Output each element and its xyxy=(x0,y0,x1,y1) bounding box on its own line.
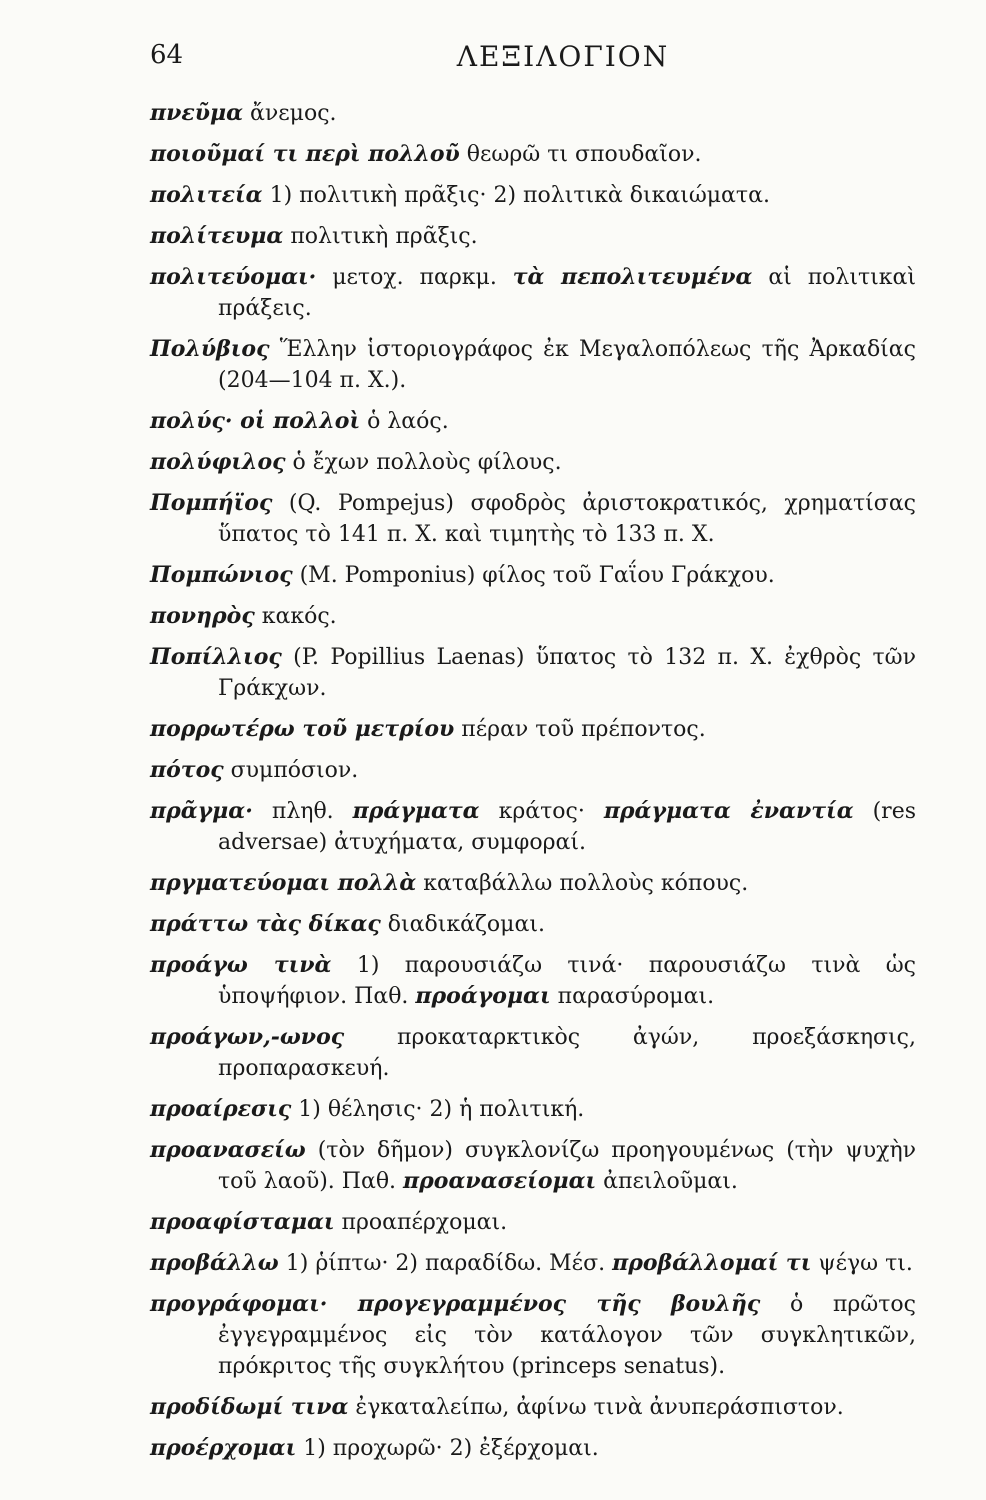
entry-headword: Ποπίλλιος xyxy=(150,644,282,670)
glossary-entry xyxy=(150,755,916,786)
glossary-entry xyxy=(150,180,916,211)
entry-headword: προάγων,-ωνος xyxy=(150,1024,345,1050)
entry-definition: (P. Popillius Laenas) ὕπατος τὸ 132 π. Χ. ἐχθρὸς τῶν Γράκχων. xyxy=(218,645,916,701)
glossary-entry xyxy=(150,1433,916,1464)
entry-definition: προκαταρκτικὸς ἀγών, προεξάσκησις, προπαρασκευή. xyxy=(218,1025,916,1081)
glossary-entry xyxy=(150,1248,916,1279)
entry-headword: πονηρὸς xyxy=(150,603,255,629)
entry-headword: πολύς· οἱ πολλοὶ xyxy=(150,408,361,434)
entry-definition: (Q. Pompejus) σφοδρὸς ἀριστοκρατικός, χρηματίσας ὕπατος τὸ 141 π. Χ. καὶ τιμητὴς τὸ 133 π. Χ. xyxy=(218,491,916,547)
entry-headword: προδίδωμί τινα xyxy=(150,1394,349,1420)
entry-definition: πολιτικὴ πρᾶξις. xyxy=(283,224,478,249)
entry-definition: πέραν τοῦ πρέποντος. xyxy=(454,717,706,742)
glossary-entry xyxy=(150,262,916,324)
entry-headword: πολύφιλος xyxy=(150,449,286,475)
running-title: ΛΕΞΙΛΟΓΙΟΝ xyxy=(456,40,670,73)
glossary-entry xyxy=(150,642,916,704)
entry-headword: πράγματα ἐναντία xyxy=(603,798,854,824)
entry-headword: προάγω τινὰ xyxy=(150,952,332,978)
entry-definition: ἐγκαταλείπω, ἀφίνω τινὰ ἀνυπεράσπιστον. xyxy=(348,1395,844,1420)
entry-definition: ἄνεμος. xyxy=(243,101,337,126)
entry-definition: 1) παρουσιάζω τινά· παρουσιάζω τινὰ ὡς ὑποψήφιον. Παθ. xyxy=(218,953,917,1009)
page-header xyxy=(150,40,916,92)
glossary-entry xyxy=(150,488,916,550)
entry-headword: προβάλλομαί τι xyxy=(612,1250,812,1276)
entry-headword: πολιτεύομαι· xyxy=(150,264,317,290)
entry-definition: ὁ λαός. xyxy=(360,409,449,434)
entry-definition: αἱ πολιτικαὶ πράξεις. xyxy=(218,265,916,321)
entry-headword: προβάλλω xyxy=(150,1250,279,1276)
glossary-entry xyxy=(150,714,916,745)
entry-headword: προέρχομαι xyxy=(150,1435,297,1461)
entry-headword: προγράφομαι· προγεγραμμένος τῆς βουλῆς xyxy=(150,1291,761,1317)
entry-headword: πργματεύομαι πολλὰ xyxy=(150,870,417,896)
entry-headword: πολιτεία xyxy=(150,182,263,208)
entry-headword: προαφίσταμαι xyxy=(150,1209,335,1235)
entry-definition: θεωρῶ τι σπουδαῖον. xyxy=(459,142,702,167)
entry-definition: Ἕλλην ἱστοριογράφος ἐκ Μεγαλοπόλεως τῆς Ἀρκαδίας (204—104 π. Χ.). xyxy=(218,337,916,393)
entry-definition: 1) θέλησις· 2) ἡ πολιτική. xyxy=(291,1097,585,1122)
entry-headword: πράγματα xyxy=(352,798,480,824)
entry-definition: ὁ πρῶτος ἐγγεγραμμένος εἰς τὸν κατάλογον τῶν συγκλητικῶν, πρόκριτος τῆς συγκλήτου (princeps senatus). xyxy=(218,1292,916,1379)
glossary-entry xyxy=(150,1022,916,1084)
glossary-entry xyxy=(150,601,916,632)
glossary-entry xyxy=(150,1289,916,1382)
entry-definition: 1) προχωρῶ· 2) ἐξέρχομαι. xyxy=(296,1436,599,1461)
entry-definition: ὁ ἔχων πολλοὺς φίλους. xyxy=(285,450,562,475)
glossary-entry xyxy=(150,1392,916,1423)
entry-headword: πορρωτέρω τοῦ μετρίου xyxy=(150,716,455,742)
entry-headword: Πομπώνιος xyxy=(150,562,293,588)
entry-definition: κράτος· xyxy=(479,799,604,824)
entry-headword: Πολύβιος xyxy=(150,336,270,362)
entry-definition: παρασύρομαι. xyxy=(550,984,715,1009)
entry-definition: πληθ. xyxy=(252,799,353,824)
glossary-entry xyxy=(150,334,916,396)
entry-definition: κακός. xyxy=(254,604,337,629)
entry-headword: προαίρεσις xyxy=(150,1096,292,1122)
entry-definition: (τὸν δῆμον) συγκλονίζω προηγουμένως (τὴν ψυχὴν τοῦ λαοῦ). Παθ. xyxy=(218,1138,916,1194)
entry-definition: 1) πολιτικὴ πρᾶξις· 2) πολιτικὰ δικαιώματα. xyxy=(262,183,770,208)
glossary-entry xyxy=(150,98,916,129)
glossary-entry xyxy=(150,560,916,591)
entry-definition: ἀπειλοῦμαι. xyxy=(596,1169,738,1194)
entry-headword: προάγομαι xyxy=(415,983,551,1009)
entry-headword: πνεῦμα xyxy=(150,100,244,126)
entry-headword: ποιοῦμαί τι περὶ πολλοῦ xyxy=(150,141,460,167)
glossary-entry xyxy=(150,796,916,858)
entry-headword: πολίτευμα xyxy=(150,223,284,249)
entry-definition: (res adversae) ἀτυχήματα, συμφοραί. xyxy=(218,799,917,855)
glossary-entry xyxy=(150,1135,916,1197)
entry-definition: καταβάλλω πολλοὺς κόπους. xyxy=(416,871,749,896)
glossary-entries xyxy=(150,98,916,1464)
entry-definition: προαπέρχομαι. xyxy=(334,1210,508,1235)
entry-definition: συμπόσιον. xyxy=(223,758,359,783)
glossary-entry xyxy=(150,950,916,1012)
entry-headword: προανασείω xyxy=(150,1137,306,1163)
entry-headword: προανασείομαι xyxy=(403,1168,597,1194)
entry-definition: διαδικάζομαι. xyxy=(380,912,545,937)
page-number: 64 xyxy=(150,40,184,70)
glossary-entry xyxy=(150,1207,916,1238)
glossary-entry xyxy=(150,868,916,899)
glossary-entry xyxy=(150,447,916,478)
entry-definition: μετοχ. παρκμ. xyxy=(316,265,513,290)
entry-headword: πρᾶγμα· xyxy=(150,798,253,824)
glossary-entry xyxy=(150,406,916,437)
glossary-entry xyxy=(150,139,916,170)
entry-definition: ψέγω τι. xyxy=(811,1251,913,1276)
entry-headword: τὰ πεπολιτευμένα xyxy=(512,264,753,290)
glossary-entry xyxy=(150,909,916,940)
entry-headword: πότος xyxy=(150,757,224,783)
entry-definition: (M. Pomponius) φίλος τοῦ Γαΐου Γράκχου. xyxy=(292,563,775,588)
glossary-entry xyxy=(150,221,916,252)
entry-headword: πράττω τὰς δίκας xyxy=(150,911,381,937)
entry-definition: 1) ῥίπτω· 2) παραδίδω. Μέσ. xyxy=(278,1251,613,1276)
entry-headword: Πομπήϊος xyxy=(150,490,273,516)
glossary-entry xyxy=(150,1094,916,1125)
